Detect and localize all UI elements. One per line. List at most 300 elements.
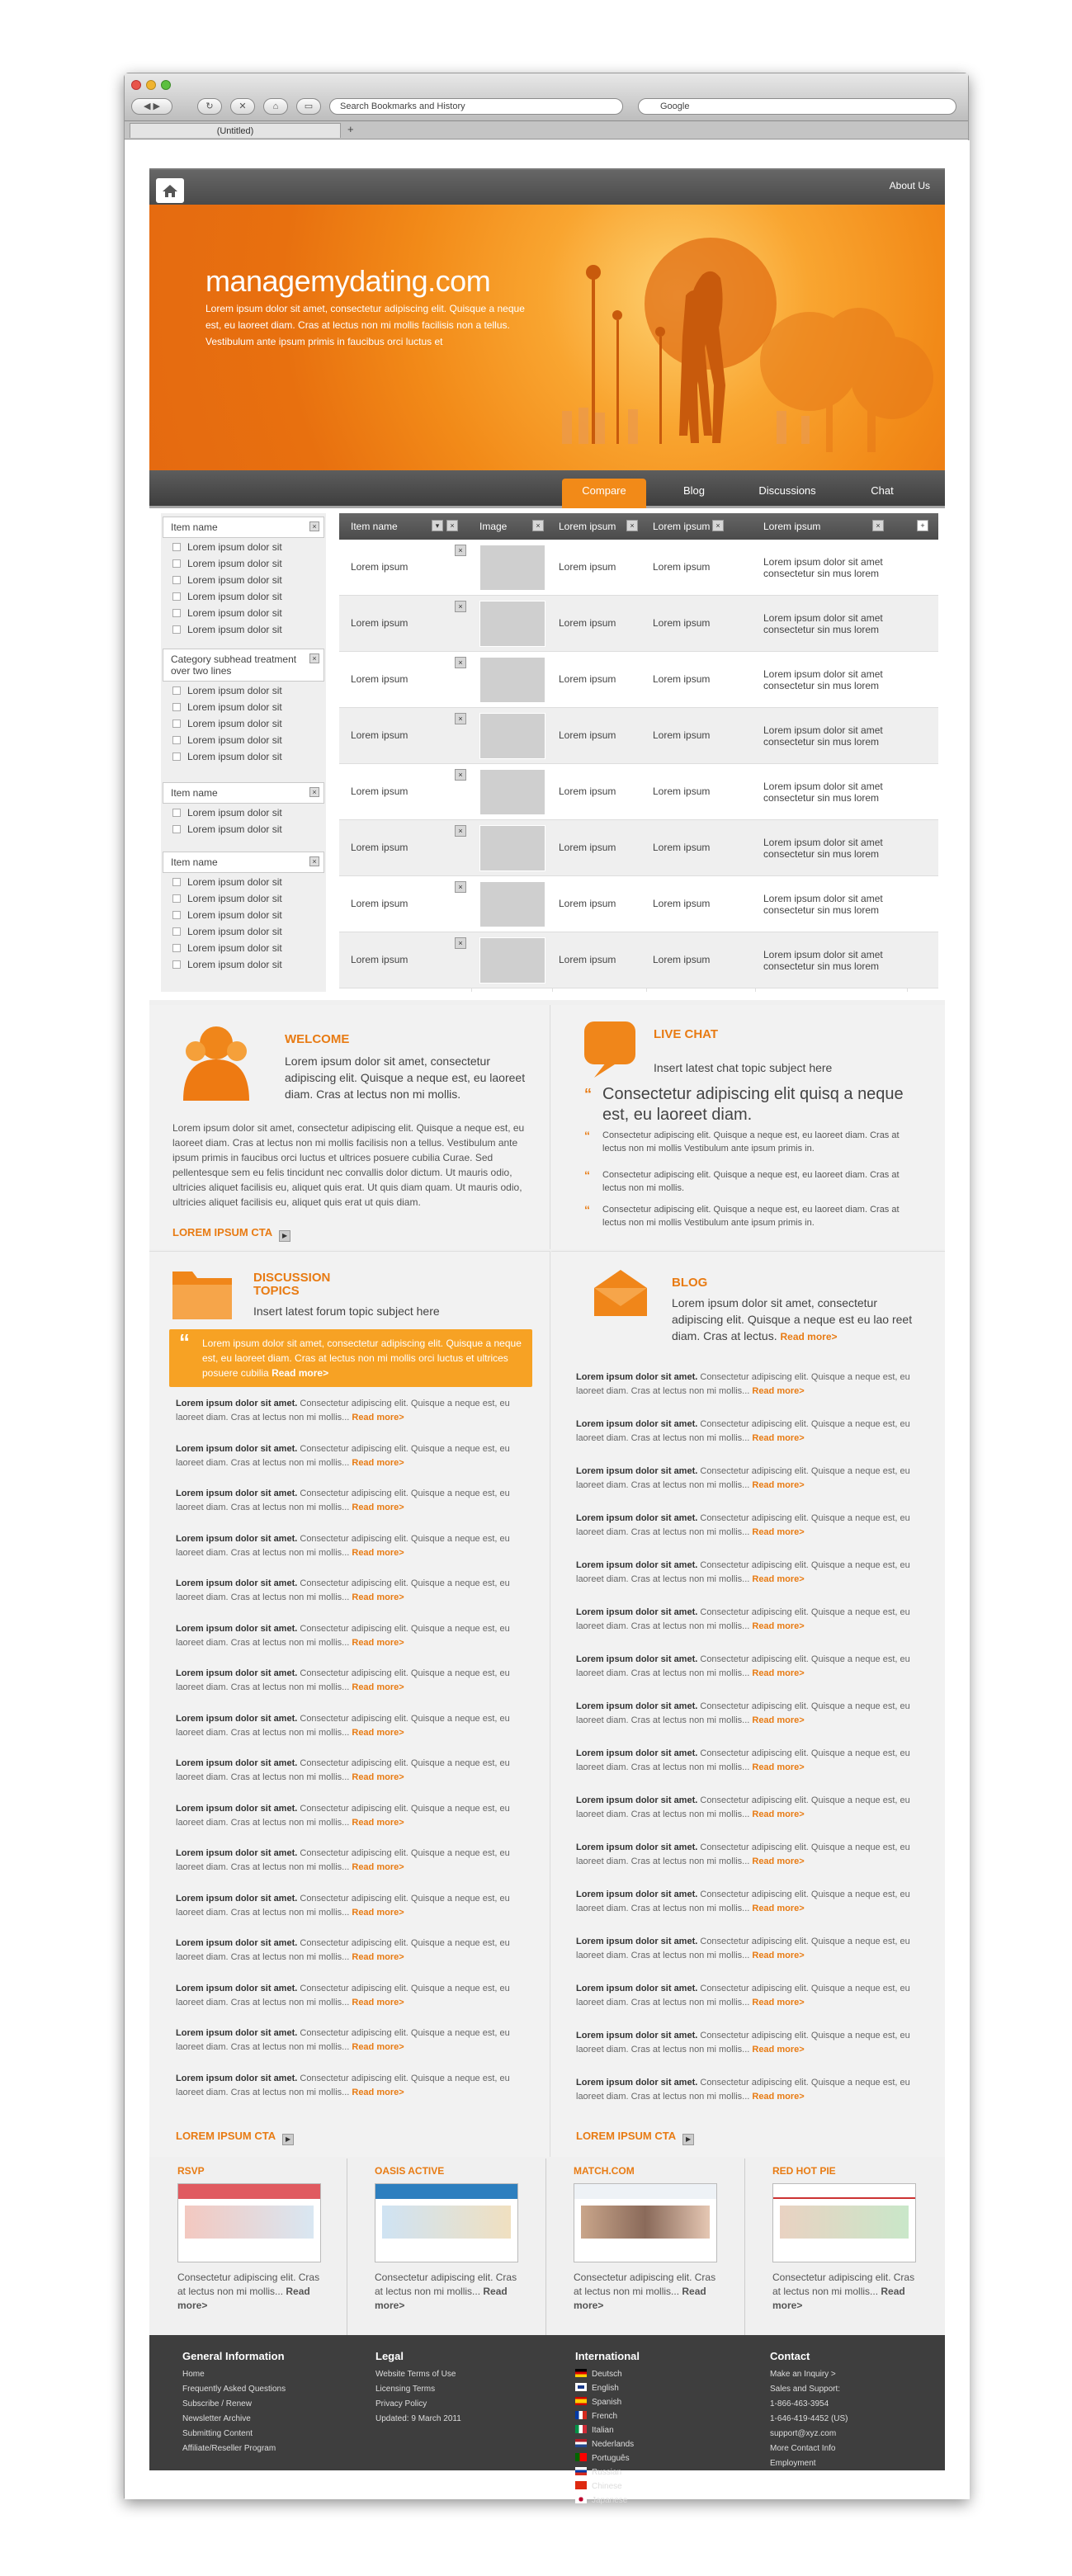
item-text: Consectetur adipiscing elit. Quisque a neque est, eu laoreet diam. Cras at lectus non mi mollis...: [176, 2028, 510, 2052]
list-item[interactable]: [176, 1982, 531, 2010]
language-link[interactable]: [575, 2423, 640, 2437]
list-item[interactable]: [576, 1982, 923, 2010]
compare-table: [339, 513, 938, 992]
filter-option[interactable]: [172, 558, 282, 569]
filter-option[interactable]: [172, 942, 282, 954]
item-title: Lorem ipsum dolor sit amet.: [176, 1443, 298, 1454]
item-title: Lorem ipsum dolor sit amet.: [576, 1607, 698, 1617]
list-item[interactable]: [176, 2026, 531, 2055]
arrow-right-icon: ▶: [682, 2134, 694, 2145]
footer-link[interactable]: More Contact Info: [770, 2444, 836, 2453]
footer-link[interactable]: Affiliate/Reseller Program: [182, 2444, 276, 2453]
welcome-lead: Lorem ipsum dolor sit amet, consectetur adipiscing elit. Quisque a neque est, eu laoreet diam. Cras at lectus non mi mollis.: [285, 1054, 526, 1101]
read-more-link[interactable]: Read more>: [752, 1857, 805, 1866]
remove-row-icon[interactable]: ×: [455, 937, 466, 949]
item-text: Consectetur adipiscing elit. Quisque a neque est, eu laoreet diam. Cras at lectus non mi mollis...: [176, 1578, 510, 1602]
language-link[interactable]: [575, 2381, 640, 2395]
partner-screenshot[interactable]: [772, 2183, 916, 2262]
item-image: [479, 769, 545, 815]
read-more-link[interactable]: Read more>: [352, 1997, 404, 2007]
item-text: Consectetur adipiscing elit. Quisque a neque est, eu laoreet diam. Cras at lectus non mi mollis...: [576, 2078, 910, 2102]
read-more-link[interactable]: Read more>: [352, 1547, 404, 1558]
filter-option[interactable]: [172, 718, 282, 729]
zoom-window-button[interactable]: [161, 80, 171, 90]
home-icon[interactable]: ⌂: [263, 98, 288, 115]
checkbox-icon[interactable]: [172, 609, 181, 617]
column-header[interactable]: Image: [479, 521, 508, 532]
checkbox-icon[interactable]: [172, 894, 181, 903]
item-text: Consectetur adipiscing elit. Quisque a neque est, eu laoreet diam. Cras at lectus non mi mollis...: [176, 2073, 510, 2097]
discussion-cta[interactable]: [176, 2130, 294, 2145]
footer-heading: General Information: [182, 2350, 285, 2362]
filter-option[interactable]: [172, 893, 282, 904]
filter-option[interactable]: [172, 926, 282, 937]
filter-option[interactable]: [172, 541, 282, 553]
add-column-icon[interactable]: +: [917, 520, 928, 531]
read-more-link[interactable]: Read more>: [752, 1527, 805, 1537]
read-more-link[interactable]: Read more>: [352, 1592, 404, 1602]
checkbox-icon[interactable]: [172, 703, 181, 711]
filter-option-label: Lorem ipsum dolor sit: [187, 926, 282, 937]
filter-option[interactable]: [172, 807, 282, 819]
item-title: Lorem ipsum dolor sit amet.: [176, 1983, 298, 1993]
collapse-icon[interactable]: ×: [309, 856, 319, 866]
read-more-link[interactable]: Read more>: [352, 1503, 404, 1512]
language-label: Chinese: [592, 2482, 622, 2491]
item-text: Consectetur adipiscing elit. Quisque a neque est, eu laoreet diam. Cras at lectus non mi mollis...: [176, 1848, 510, 1872]
website: [149, 168, 945, 2505]
partner-name[interactable]: OASIS ACTIVE: [375, 2165, 445, 2177]
read-more-link[interactable]: Read more>: [752, 1621, 805, 1631]
filter-option-label: Lorem ipsum dolor sit: [187, 893, 282, 904]
filter-option[interactable]: [172, 591, 282, 602]
filter-heading: [163, 852, 324, 873]
list-item[interactable]: [576, 1794, 923, 1822]
item-text: Consectetur adipiscing elit. Quisque a neque est, eu laoreet diam. Cras at lectus non mi mollis...: [576, 1654, 910, 1678]
read-more-link[interactable]: Read more>: [352, 1817, 404, 1828]
quote-icon: “: [584, 1129, 590, 1142]
back-forward-buttons[interactable]: ◀ ▶: [131, 98, 172, 115]
table-row[interactable]: [339, 652, 938, 708]
table-row[interactable]: [339, 876, 938, 932]
main-nav: [149, 470, 945, 508]
read-more-link[interactable]: Read more>: [752, 1809, 805, 1819]
item-title: Lorem ipsum dolor sit amet.: [576, 1842, 698, 1852]
item-title: Lorem ipsum dolor sit amet.: [176, 1533, 298, 1544]
list-item[interactable]: [576, 1888, 923, 1916]
checkbox-icon[interactable]: [172, 543, 181, 551]
item-title: Lorem ipsum dolor sit amet.: [576, 1560, 698, 1570]
checkbox-icon[interactable]: [172, 625, 181, 634]
checkbox-icon[interactable]: [172, 559, 181, 568]
partner-card[interactable]: [149, 2158, 347, 2335]
cell-value: Lorem ipsum: [653, 842, 711, 853]
footer-link[interactable]: Frequently Asked Questions: [182, 2385, 286, 2394]
list-item[interactable]: [576, 1418, 923, 1446]
list-item[interactable]: [176, 1802, 531, 1830]
list-item[interactable]: [176, 1667, 531, 1695]
language-label: Deutsch: [592, 2370, 622, 2379]
cell-value: Lorem ipsum: [653, 898, 711, 909]
remove-column-icon[interactable]: ×: [626, 520, 638, 531]
item-title: Lorem ipsum dolor sit amet.: [576, 1748, 698, 1758]
filter-option[interactable]: [172, 624, 282, 635]
read-more-link[interactable]: Read more>: [352, 1682, 404, 1692]
remove-column-icon[interactable]: ×: [712, 520, 724, 531]
list-item[interactable]: [176, 1487, 531, 1515]
reload-icon[interactable]: ↻: [197, 98, 222, 115]
partner-card[interactable]: [746, 2158, 945, 2335]
filter-option[interactable]: [172, 909, 282, 921]
partner-screenshot[interactable]: [177, 2183, 321, 2262]
folder-icon: [169, 1260, 235, 1326]
list-item[interactable]: [176, 1532, 531, 1560]
footer-link[interactable]: Licensing Terms: [375, 2385, 436, 2394]
footer-link[interactable]: Privacy Policy: [375, 2399, 427, 2409]
list-item[interactable]: [576, 1653, 923, 1681]
column-header[interactable]: Lorem ipsum: [559, 521, 616, 532]
checkbox-icon[interactable]: [172, 927, 181, 936]
site-logo[interactable]: managemydating.com: [205, 264, 491, 298]
read-more-link[interactable]: Read more>: [752, 2045, 805, 2055]
language-label: Português: [592, 2454, 630, 2463]
item-text: Consectetur adipiscing elit. Quisque a neque est, eu laoreet diam. Cras at lectus non mi mollis...: [176, 1713, 510, 1738]
item-text: Consectetur adipiscing elit. Quisque a neque est, eu laoreet diam. Cras at lectus non mi mollis...: [576, 1748, 910, 1772]
filter-option[interactable]: [172, 751, 282, 762]
item-title: Lorem ipsum dolor sit amet.: [576, 2078, 698, 2088]
table-row[interactable]: [339, 820, 938, 876]
list-item[interactable]: [176, 1892, 531, 1920]
list-item[interactable]: [176, 1397, 531, 1425]
cell-description: Lorem ipsum dolor sit amet consectetur sin mus lorem: [763, 893, 883, 916]
checkbox-icon[interactable]: [172, 809, 181, 817]
checkbox-icon[interactable]: [172, 960, 181, 969]
list-item[interactable]: [176, 1577, 531, 1605]
checkbox-icon[interactable]: [172, 576, 181, 584]
remove-row-icon[interactable]: ×: [455, 601, 466, 612]
column-header[interactable]: Item name: [351, 521, 398, 532]
partner-screenshot[interactable]: [574, 2183, 717, 2262]
cell-value: Lorem ipsum: [653, 729, 711, 741]
chat-quote[interactable]: Consectetur adipiscing elit. Quisque a neque est, eu laoreet diam. Cras at lectus non mi mollis.: [602, 1170, 900, 1193]
read-more-link[interactable]: Read more>: [352, 2042, 404, 2052]
list-item[interactable]: [576, 1700, 923, 1728]
read-more-link[interactable]: Read more>: [752, 1433, 805, 1443]
item-text: Consectetur adipiscing elit. Quisque a neque est, eu laoreet diam. Cras at lectus non mi mollis...: [576, 1937, 910, 1960]
language-link[interactable]: [575, 2493, 640, 2508]
collapse-icon[interactable]: ×: [309, 787, 319, 797]
item-image: [479, 825, 545, 871]
item-title: Lorem ipsum dolor sit amet.: [176, 2073, 298, 2083]
remove-row-icon[interactable]: ×: [455, 769, 466, 781]
language-label: Russian: [592, 2468, 622, 2477]
filter-option[interactable]: [172, 607, 282, 619]
partner-card[interactable]: [547, 2158, 745, 2335]
footer-link[interactable]: Employment: [770, 2459, 816, 2468]
japanese-flag-icon: [575, 2495, 587, 2503]
list-item[interactable]: [176, 1442, 531, 1470]
language-link[interactable]: [575, 2437, 640, 2451]
read-more-link[interactable]: Read more>: [352, 1413, 404, 1422]
footer-heading: Legal: [375, 2350, 404, 2362]
cell-name: Lorem ipsum: [351, 729, 408, 741]
remove-column-icon[interactable]: ×: [532, 520, 544, 531]
footer-link[interactable]: Subscribe / Renew: [182, 2399, 252, 2409]
read-more-link[interactable]: Read more>: [752, 1998, 805, 2007]
remove-row-icon[interactable]: ×: [455, 881, 466, 893]
footer-link[interactable]: Newsletter Archive: [182, 2414, 251, 2423]
home-icon[interactable]: [156, 178, 184, 203]
portuguese-flag-icon: [575, 2453, 587, 2461]
cell-description: Lorem ipsum dolor sit amet consectetur sin mus lorem: [763, 949, 883, 972]
filter-option-label: Lorem ipsum dolor sit: [187, 823, 282, 835]
cell-name: Lorem ipsum: [351, 617, 408, 629]
table-row[interactable]: [339, 932, 938, 988]
cell-value: Lorem ipsum: [653, 561, 711, 573]
checkbox-icon[interactable]: [172, 911, 181, 919]
browser-tab[interactable]: (Untitled): [130, 123, 341, 138]
list-item[interactable]: [176, 1712, 531, 1740]
filter-option[interactable]: [172, 701, 282, 713]
nav-blog[interactable]: Blog: [682, 484, 706, 497]
partner-description: [772, 2271, 918, 2313]
item-image: [479, 937, 545, 984]
checkbox-icon[interactable]: [172, 592, 181, 601]
blog-cta[interactable]: [576, 2130, 694, 2145]
list-item[interactable]: [576, 1371, 923, 1399]
footer-link[interactable]: Submitting Content: [182, 2429, 253, 2438]
read-more-link[interactable]: Read more>: [752, 1386, 805, 1396]
language-link[interactable]: [575, 2465, 640, 2479]
item-image: [479, 657, 545, 703]
cell-value: Lorem ipsum: [653, 786, 711, 797]
blog-panel: [551, 1251, 945, 2157]
sort-icon[interactable]: ▾: [432, 520, 443, 531]
checkbox-icon[interactable]: [172, 825, 181, 833]
chat-quote[interactable]: Consectetur adipiscing elit. Quisque a neque est, eu laoreet diam. Cras at lectus non mi mollis Vestibulum ante ipsum primis in.: [602, 1130, 900, 1154]
filter-heading: [163, 649, 324, 682]
footer-link[interactable]: Make an Inquiry >: [770, 2370, 836, 2379]
list-item[interactable]: [576, 1606, 923, 1634]
language-link[interactable]: [575, 2479, 640, 2493]
new-tab-icon[interactable]: +: [347, 123, 354, 135]
cell-value: Lorem ipsum: [559, 617, 616, 629]
filter-option[interactable]: [172, 876, 282, 888]
partner-read-more[interactable]: Read more>: [177, 2286, 310, 2311]
read-more-link[interactable]: Read more>: [352, 2087, 404, 2097]
checkbox-icon[interactable]: [172, 686, 181, 695]
item-title: Lorem ipsum dolor sit amet.: [576, 1466, 698, 1476]
uk-flag-icon: [575, 2383, 587, 2391]
partner-screenshot[interactable]: [375, 2183, 518, 2262]
list-item[interactable]: [576, 1559, 923, 1587]
read-more-link[interactable]: Read more>: [352, 1772, 404, 1782]
table-row[interactable]: [339, 708, 938, 764]
remove-row-icon[interactable]: ×: [455, 657, 466, 668]
cell-name: Lorem ipsum: [351, 561, 408, 573]
filter-option-label: Lorem ipsum dolor sit: [187, 876, 282, 888]
discussion-cta-label: LOREM IPSUM CTA: [176, 2130, 276, 2142]
remove-row-icon[interactable]: ×: [455, 825, 466, 837]
blog-lead-read-more[interactable]: Read more>: [780, 1331, 838, 1342]
partner-name[interactable]: RSVP: [177, 2165, 205, 2177]
footer-contact: [770, 2350, 848, 2471]
item-text: Consectetur adipiscing elit. Quisque a neque est, eu laoreet diam. Cras at lectus non mi mollis...: [576, 1842, 910, 1866]
checkbox-icon[interactable]: [172, 878, 181, 886]
item-title: Lorem ipsum dolor sit amet.: [576, 1984, 698, 1993]
cell-value: Lorem ipsum: [559, 954, 616, 965]
read-more-link[interactable]: Read more>: [752, 2092, 805, 2102]
checkbox-icon[interactable]: [172, 944, 181, 952]
filter-option-label: Lorem ipsum dolor sit: [187, 751, 282, 762]
collapse-icon[interactable]: ×: [309, 653, 319, 663]
partner-text: Consectetur adipiscing elit. Cras at lectus non mi mollis...: [574, 2272, 716, 2297]
read-more-link[interactable]: Read more>: [752, 1715, 805, 1725]
list-item[interactable]: [576, 2029, 923, 2057]
item-title: Lorem ipsum dolor sit amet.: [576, 1890, 698, 1899]
read-more-link[interactable]: Read more>: [752, 1668, 805, 1678]
stop-icon[interactable]: ✕: [230, 98, 255, 115]
filter-option[interactable]: [172, 685, 282, 696]
partner-name[interactable]: MATCH.COM: [574, 2165, 635, 2177]
table-row[interactable]: [339, 764, 938, 820]
list-item[interactable]: [576, 1747, 923, 1775]
read-more-link[interactable]: Read more>: [752, 1762, 805, 1772]
blog-lead: [672, 1295, 928, 1345]
column-header[interactable]: Lorem ipsum: [653, 521, 711, 532]
checkbox-icon[interactable]: [172, 736, 181, 744]
partner-text: Consectetur adipiscing elit. Cras at lectus non mi mollis...: [177, 2272, 320, 2297]
cell-value: Lorem ipsum: [653, 617, 711, 629]
nav-discussions[interactable]: Discussions: [758, 484, 816, 497]
read-more-link[interactable]: Read more>: [352, 1862, 404, 1872]
hero-banner: [149, 205, 945, 470]
featured-topic-banner[interactable]: [169, 1329, 532, 1387]
list-item[interactable]: [576, 1841, 923, 1869]
address-bar[interactable]: Search Bookmarks and History: [329, 98, 623, 115]
footer-general: [182, 2350, 286, 2456]
language-link[interactable]: [575, 2409, 640, 2423]
banner-text: Lorem ipsum dolor sit amet, consectetur adipiscing elit. Quisque a neque est, eu laoreet diam. Cras at lectus non mi mollis orci luctus et ultrices posuere cubilia: [202, 1338, 522, 1379]
close-window-button[interactable]: [131, 80, 141, 90]
filter-option[interactable]: [172, 574, 282, 586]
footer-link[interactable]: Home: [182, 2370, 205, 2379]
list-item[interactable]: [176, 1847, 531, 1875]
browser-search-field[interactable]: [638, 98, 956, 115]
list-item[interactable]: [176, 2072, 531, 2100]
read-more-link[interactable]: Read more>: [352, 1952, 404, 1962]
language-link[interactable]: [575, 2451, 640, 2465]
list-item[interactable]: [576, 1935, 923, 1963]
about-us-link[interactable]: About Us: [889, 180, 930, 191]
read-more-link[interactable]: Read more>: [352, 1457, 404, 1468]
read-more-link[interactable]: Read more>: [752, 1904, 805, 1913]
filter-heading-label: Category subhead treatment over two lines: [171, 653, 297, 677]
nav-compare[interactable]: Compare: [562, 479, 646, 508]
read-more-link[interactable]: Read more>: [752, 1951, 805, 1960]
partner-read-more[interactable]: Read more>: [375, 2286, 508, 2311]
filter-option[interactable]: [172, 959, 282, 970]
read-more-link[interactable]: Read more>: [352, 1907, 404, 1918]
item-title: Lorem ipsum dolor sit amet.: [576, 1654, 698, 1664]
list-item[interactable]: [576, 2076, 923, 2104]
welcome-panel: [149, 1005, 550, 1249]
item-text: Consectetur adipiscing elit. Quisque a neque est, eu laoreet diam. Cras at lectus non mi mollis...: [576, 1795, 910, 1819]
read-more-link[interactable]: Read more>: [352, 1727, 404, 1738]
item-title: Lorem ipsum dolor sit amet.: [176, 1668, 298, 1678]
browser-titlebar: [125, 73, 968, 121]
filter-option-label: Lorem ipsum dolor sit: [187, 591, 282, 602]
footer-link[interactable]: Website Terms of Use: [375, 2370, 456, 2379]
partner-card[interactable]: [348, 2158, 546, 2335]
item-text: Consectetur adipiscing elit. Quisque a neque est, eu laoreet diam. Cras at lectus non mi mollis...: [576, 1466, 910, 1490]
minimize-window-button[interactable]: [146, 80, 156, 90]
filter-option[interactable]: [172, 734, 282, 746]
read-more-link[interactable]: Read more>: [752, 1574, 805, 1584]
chat-quote[interactable]: Consectetur adipiscing elit. Quisque a neque est, eu laoreet diam. Cras at lectus non mi mollis Vestibulum ante ipsum primis in.: [602, 1205, 900, 1228]
filter-option-label: Lorem ipsum dolor sit: [187, 909, 282, 921]
bookmark-icon[interactable]: ▭: [296, 98, 321, 115]
footer-heading: International: [575, 2350, 640, 2362]
filter-option-label: Lorem ipsum dolor sit: [187, 685, 282, 696]
filter-heading: [163, 782, 324, 804]
filter-option-label: Lorem ipsum dolor sit: [187, 959, 282, 970]
remove-column-icon[interactable]: ×: [872, 520, 884, 531]
item-text: Consectetur adipiscing elit. Quisque a neque est, eu laoreet diam. Cras at lectus non mi mollis...: [176, 1623, 510, 1648]
hero-text: Lorem ipsum dolor sit amet, consectetur adipiscing elit. Quisque a neque est, eu laoreet diam. Cras at lectus non mi mollis facilisis non a tellus. Vestibulum ante ipsum primis in faucibus orci luctus et: [205, 303, 525, 347]
cell-value: Lorem ipsum: [559, 561, 616, 573]
italian-flag-icon: [575, 2425, 587, 2433]
welcome-cta[interactable]: [172, 1226, 290, 1242]
footer-email[interactable]: support@xyz.com: [770, 2429, 837, 2438]
collapse-icon[interactable]: ×: [309, 521, 319, 531]
partner-name[interactable]: RED HOT PIE: [772, 2165, 836, 2177]
column-header[interactable]: Lorem ipsum: [763, 521, 821, 532]
checkbox-icon[interactable]: [172, 753, 181, 761]
remove-row-icon[interactable]: ×: [455, 713, 466, 724]
read-more-link[interactable]: Read more>: [352, 1637, 404, 1648]
french-flag-icon: [575, 2411, 587, 2419]
partner-description: [574, 2271, 719, 2313]
nav-chat[interactable]: Chat: [871, 484, 894, 497]
partner-text: Consectetur adipiscing elit. Cras at lectus non mi mollis...: [772, 2272, 915, 2297]
read-more-link[interactable]: Read more>: [752, 1480, 805, 1490]
item-title: Lorem ipsum dolor sit amet.: [576, 1937, 698, 1946]
discussion-subtitle: Insert latest forum topic subject here: [253, 1305, 440, 1318]
list-item[interactable]: [576, 1512, 923, 1540]
list-item[interactable]: [576, 1465, 923, 1493]
list-item[interactable]: [176, 1757, 531, 1785]
table-row[interactable]: [339, 596, 938, 652]
item-title: Lorem ipsum dolor sit amet.: [176, 1848, 298, 1858]
cell-description: Lorem ipsum dolor sit amet consectetur sin mus lorem: [763, 724, 883, 748]
banner-read-more[interactable]: Read more>: [272, 1367, 329, 1379]
cell-value: Lorem ipsum: [653, 673, 711, 685]
filter-option[interactable]: [172, 823, 282, 835]
remove-row-icon[interactable]: ×: [455, 545, 466, 556]
checkbox-icon[interactable]: [172, 719, 181, 728]
list-item[interactable]: [176, 1622, 531, 1650]
remove-column-icon[interactable]: ×: [446, 520, 458, 531]
footer-text: Sales and Support:: [770, 2385, 841, 2394]
partner-read-more[interactable]: Read more>: [574, 2286, 706, 2311]
language-link[interactable]: [575, 2395, 640, 2409]
table-row[interactable]: [339, 540, 938, 596]
list-item[interactable]: [176, 1937, 531, 1965]
table-header: [339, 513, 938, 540]
language-link[interactable]: [575, 2367, 640, 2381]
partner-read-more[interactable]: Read more>: [772, 2286, 905, 2311]
